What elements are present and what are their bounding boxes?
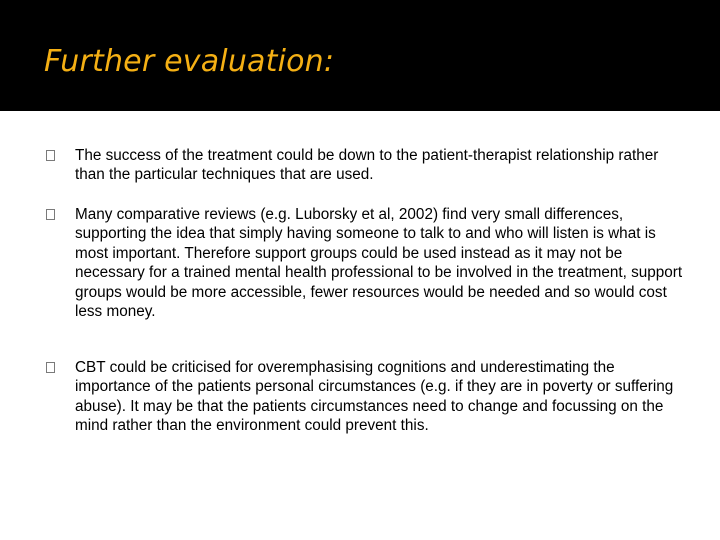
bullet-text: CBT could be criticised for overemphasising cognitions and underestimating the importance of the patients personal circumstances (e.g. if they are in poverty or suffering abuse). It may be that the patients circumstances need to change and focussing on the mind rather than the environment could prevent this. [75,359,674,435]
title-bar [0,0,720,111]
bullet-text: Many comparative reviews (e.g. Luborsky et al, 2002) find very small differences, supporting the idea that simply having someone to talk to and who will listen is what is most important. Therefore support groups could be used instead as it may not be necessary for a trained mental health professional to be involved in the treatment, support groups would be more accessible, fewer resources would be needed and so would cost less money. [75,206,683,321]
square-bullet-icon [46,362,55,373]
square-bullet-icon [46,150,55,161]
square-bullet-icon [46,209,55,220]
slide-title: Further evaluation: [44,44,335,79]
bullet-text: The success of the treatment could be down to the patient-therapist relationship rather than the particular techniques that are used. [75,147,659,184]
